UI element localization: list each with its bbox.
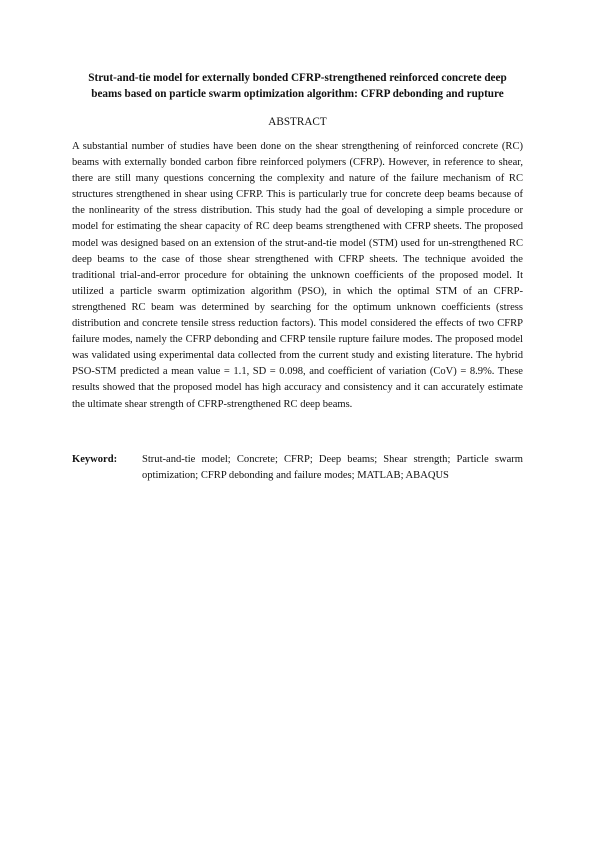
abstract-text: A substantial number of studies have been done on the shear strengthening of reinforced concrete (RC) beams with externally bonded carbon fibre reinforced polymers (CFRP). However, in reference to shear, there are still many questions concerning the complexity and nature of the failure mechanism of RC structures strengthened in shear using CFRP. This is particularly true for concrete deep beams because of the nonlinearity of the stress distribution. This study had the goal of developing a simple procedure or model for estimating the shear capacity of RC deep beams strengthened with CFRP sheets. The proposed model was designed based on an extension of the strut-and-tie model (STM) used for un-strengthened RC deep beams to the case of those shear strengthened with CFRP sheets. The technique avoided the traditional trial-and-error procedure for obtaining the unknown coefficients of the proposed model. It utilized a particle swarm optimization algorithm (PSO), in which the optimal STM of an CFRP-strengthened RC beam was determined by searching for the optimum unknown coefficients (stress distribution and concrete tensile stress reduction factors). This model considered the effects of two CFRP failure modes, namely the CFRP debonding and CFRP tensile rupture failure modes. The proposed model was validated using experimental data collected from the current study and existing literature. The hybrid PSO-STM predicted a mean value = 1.1, SD = 0.098, and coefficient of variation (CoV) = 8.9%. These results showed that the proposed model has high accuracy and consistency and it can accurately estimate the ultimate shear strength of CFRP-strengthened RC deep beams. [72,141,523,410]
paper-title: Strut-and-tie model for externally bonded CFRP-strengthened reinforced concrete deep beams based on particle swarm optimization algorithm: CFRP debonding and rupture [88,72,507,100]
abstract-heading: ABSTRACT [268,116,327,128]
keywords-text: Strut-and-tie model; Concrete; CFRP; Deep beams; Shear strength; Particle swarm optimization; CFRP debonding and failure modes; MATLAB; ABAQUS [142,454,523,482]
keywords-label: Keyword: [72,454,118,465]
keywords-section [72,452,523,484]
